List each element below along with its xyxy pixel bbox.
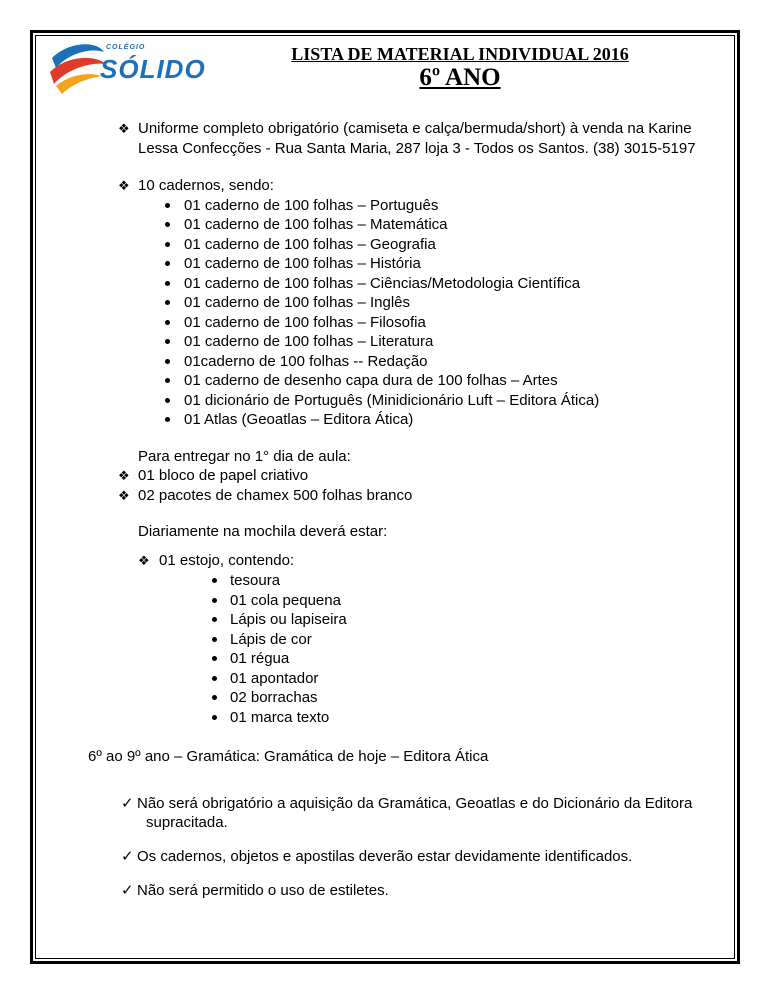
first-day-heading: Para entregar no 1° dia de aula: xyxy=(138,448,351,465)
first-day-item: 01 bloco de papel criativo xyxy=(138,467,309,484)
logo-school-name: SÓLIDO xyxy=(100,54,206,84)
pencil-case-item: 02 borrachas xyxy=(230,689,318,706)
notebook-item: 01caderno de 100 folhas -- Redação xyxy=(184,353,428,370)
bullet-icon xyxy=(212,598,217,603)
diamond-bullet-icon: ❖ xyxy=(118,178,130,193)
notebook-item: 01 caderno de 100 folhas – Geografia xyxy=(184,236,436,253)
pencil-case-item: Lápis de cor xyxy=(230,631,312,648)
bullet-icon xyxy=(212,676,217,681)
pencil-case-heading: 01 estojo, contendo: xyxy=(159,552,295,569)
note-line: Os cadernos, objetos e apostilas deverão estar devidamente identificados. xyxy=(137,848,633,865)
bullet-icon xyxy=(212,617,217,622)
diamond-bullet-icon: ❖ xyxy=(118,121,130,136)
bullet-icon xyxy=(165,281,170,286)
diamond-bullet-icon: ❖ xyxy=(138,553,150,568)
bullet-icon xyxy=(165,339,170,344)
bullet-icon xyxy=(165,320,170,325)
note-line: Não será permitido o uso de estiletes. xyxy=(137,882,389,899)
pencil-case-item: 01 cola pequena xyxy=(230,592,341,609)
bullet-icon xyxy=(165,359,170,364)
pencil-case-item: 01 régua xyxy=(230,650,290,667)
notebook-item: 01 caderno de 100 folhas – Inglês xyxy=(184,294,411,311)
pencil-case-item: 01 apontador xyxy=(230,670,319,687)
diamond-bullet-icon: ❖ xyxy=(118,468,130,483)
grade-title: 6º ANO xyxy=(419,64,501,91)
pencil-case-item: Lápis ou lapiseira xyxy=(230,611,347,628)
notebook-item: 01 caderno de desenho capa dura de 100 folhas – Artes xyxy=(184,372,558,389)
daily-heading: Diariamente na mochila deverá estar: xyxy=(138,523,388,540)
bullet-icon xyxy=(212,695,217,700)
logo-college-label: COLÉGIO xyxy=(106,44,146,51)
notebook-item: 01 caderno de 100 folhas – Matemática xyxy=(184,216,448,233)
notebook-item: 01 caderno de 100 folhas – Filosofia xyxy=(184,314,426,331)
check-icon: ✓ xyxy=(121,795,134,812)
bullet-icon xyxy=(165,203,170,208)
bullet-icon xyxy=(165,378,170,383)
note-line: Não será obrigatório a aquisição da Gramática, Geoatlas e do Dicionário da Editora xyxy=(137,795,693,812)
bullet-icon xyxy=(212,637,217,642)
notebook-item: 01 dicionário de Português (Minidicionário Luft – Editora Ática) xyxy=(184,392,600,409)
uniform-line-2: Lessa Confecções - Rua Santa Maria, 287 loja 3 - Todos os Santos. (38) 3015-5197 xyxy=(138,140,696,157)
grammar-note: 6º ao 9º ano – Gramática: Gramática de hoje – Editora Ática xyxy=(88,748,489,765)
bullet-icon xyxy=(165,261,170,266)
bullet-icon xyxy=(212,656,217,661)
notebook-item: 01 Atlas (Geoatlas – Editora Ática) xyxy=(184,411,414,428)
uniform-line-1: Uniforme completo obrigatório (camiseta e calça/bermuda/short) à venda na Karine xyxy=(138,120,692,137)
note-line: supracitada. xyxy=(146,814,228,831)
notebooks-heading: 10 cadernos, sendo: xyxy=(138,177,274,194)
check-icon: ✓ xyxy=(121,848,134,865)
notebook-item: 01 caderno de 100 folhas – Português xyxy=(184,197,439,214)
bullet-icon xyxy=(165,417,170,422)
first-day-item: 02 pacotes de chamex 500 folhas branco xyxy=(138,487,413,504)
notebook-item: 01 caderno de 100 folhas – Literatura xyxy=(184,333,434,350)
bullet-icon xyxy=(165,398,170,403)
notebook-item: 01 caderno de 100 folhas – Ciências/Metodologia Científica xyxy=(184,275,581,292)
check-icon: ✓ xyxy=(121,882,134,899)
bullet-icon xyxy=(165,222,170,227)
bullet-icon xyxy=(212,578,217,583)
pencil-case-item: tesoura xyxy=(230,572,281,589)
page-title: LISTA DE MATERIAL INDIVIDUAL 2016 xyxy=(291,44,629,64)
bullet-icon xyxy=(165,242,170,247)
pencil-case-item: 01 marca texto xyxy=(230,709,330,726)
notebook-item: 01 caderno de 100 folhas – História xyxy=(184,255,421,272)
diamond-bullet-icon: ❖ xyxy=(118,488,130,503)
bullet-icon xyxy=(212,715,217,720)
bullet-icon xyxy=(165,300,170,305)
